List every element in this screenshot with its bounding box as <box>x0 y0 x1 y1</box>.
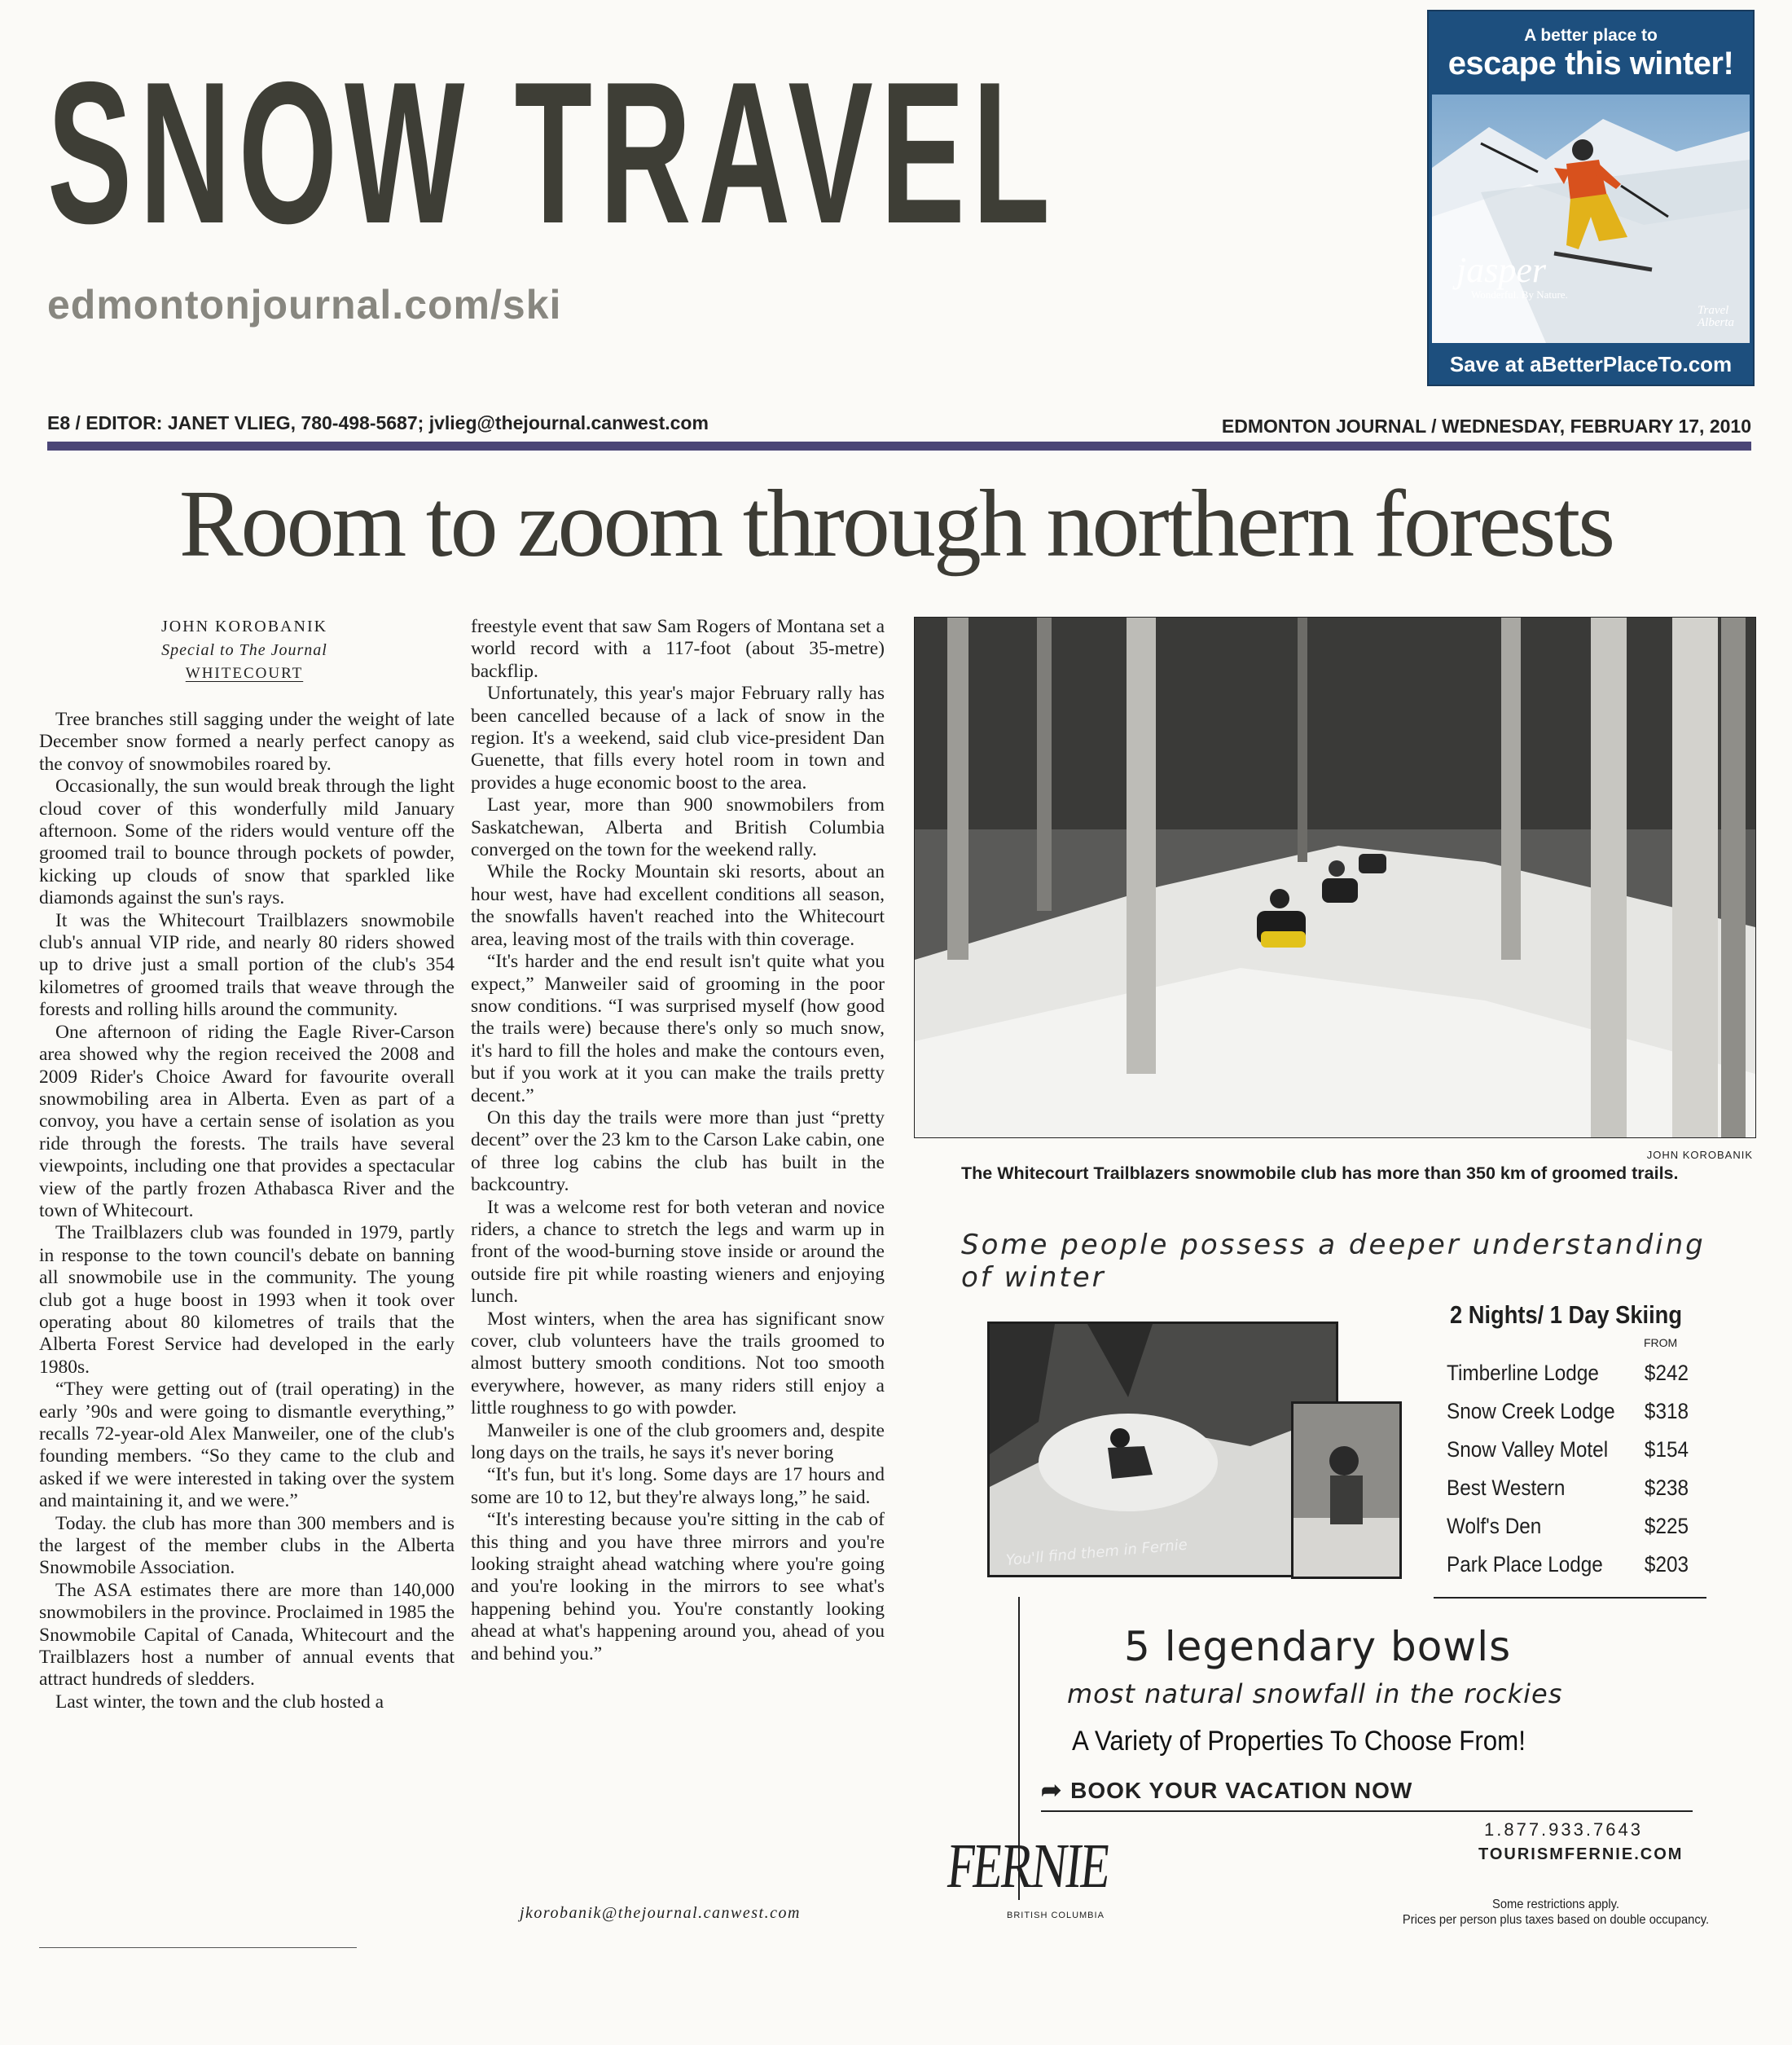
fernie-bowls-headline: 5 legendary bowls <box>1124 1623 1512 1670</box>
fernie-logo: FERNIE <box>943 1831 1113 1902</box>
restrictions-line: Prices per person plus taxes based on double occupancy. <box>1402 1913 1710 1927</box>
paragraph: It was the Whitecourt Trailblazers snowmobile club's annual VIP ride, and nearly 80 riders showed up to drive just a small portion of the club's 354 kilometres of groomed trails that weave through the forests and rolling hills around the community. <box>39 909 455 1021</box>
paragraph: “It's interesting because you're sitting in the cab of this thing and you have three mirrors and you're looking straight ahead watching where you're going and you're looking in the mirrors to see what's happening behind you. You're constantly looking ahead at what's happening around you, ahead of you and behind you.” <box>471 1509 885 1665</box>
jasper-advertisement[interactable] <box>1427 10 1755 386</box>
paragraph: On this day the trails were more than just “pretty decent” over the 23 km to the Carson Lake cabin, one of three log cabins the club has built in the backcountry. <box>471 1106 885 1196</box>
paragraph: Today. the club has more than 300 members and is the largest of the member clubs in the Alberta Snowmobile Association. <box>39 1512 455 1579</box>
ad-cta-link[interactable]: Save at aBetterPlaceTo.com <box>1449 352 1733 376</box>
paragraph: “It's harder and the end result isn't quite what you expect,” Manweiler said of grooming in the poor snow conditions. “I was surprised myself (how good the trails were) because there's only so much snow, it's hard to fill the holes and make the contours even, but if you work at it you can make the trails pretty decent.” <box>471 951 885 1106</box>
photo-credit: JOHN KOROBANIK <box>1646 1149 1753 1161</box>
photo-caption: The Whitecourt Trailblazers snowmobile club has more than 350 km of groomed trails. <box>961 1163 1679 1183</box>
article-end-rule <box>39 1947 357 1948</box>
byline <box>122 618 367 683</box>
section-url[interactable]: edmontonjournal.com/ski <box>47 282 562 328</box>
section-title: SNOW TRAVEL <box>47 39 1057 266</box>
rates-list <box>1447 1354 1691 1584</box>
folio-date-line: EDMONTON JOURNAL / WEDNESDAY, FEBRUARY 17, 2010 <box>1221 416 1751 437</box>
paragraph: Unfortunately, this year's major February rally has been cancelled because of a lack of snow in the region. It's a weekend, said club vice-president Dan Guenette, that fills every hotel room in town and provides a huge economic boost to the area. <box>471 683 885 794</box>
skier-powder-image <box>990 1324 1336 1575</box>
paragraph: “It's fun, but it's long. Some days are 17 hours and some are 10 to 12, but they're always long,” he said. <box>471 1464 885 1508</box>
fernie-inset-photo <box>1291 1401 1402 1579</box>
lodge-price: $238 <box>1644 1475 1689 1500</box>
lodge-name: Snow Valley Motel <box>1447 1437 1609 1462</box>
rate-row <box>1447 1469 1689 1507</box>
arrow-right-icon: ➦ <box>1041 1777 1063 1804</box>
travel-alberta-logo: Travel Alberta <box>1698 304 1734 329</box>
book-vacation-button[interactable] <box>1041 1776 1412 1805</box>
author-email-link[interactable]: jkorobanik@thejournal.canwest.com <box>520 1904 801 1922</box>
fernie-logo-subtitle: BRITISH COLUMBIA <box>1007 1911 1105 1920</box>
fernie-photo-caption: You'll find them in Fernie <box>1005 1536 1188 1569</box>
article-column-2 <box>471 616 885 1903</box>
paragraph: It was a welcome rest for both veteran and novice riders, a chance to stretch the legs and warm up in front of the wood-burning stove inside or around the outside fire pit while roasting wieners and enjoying lunch. <box>471 1196 885 1308</box>
paragraph: “They were getting out of (trail operating) in the early ’90s and were going to dismantle everything,” recalls 72-year-old Alex Manweiler, one of the club's founding members. “So they came to the club and asked if we were interested in taking over the system and maintaining it, and we were.” <box>39 1379 455 1512</box>
fernie-snowfall-line: most natural snowfall in the rockies <box>1067 1678 1563 1709</box>
lodge-price: $225 <box>1644 1514 1689 1538</box>
fernie-ad-tagline: Some people possess a deeper understanding of winter <box>961 1229 1706 1294</box>
paragraph-continued: freestyle event that saw Sam Rogers of Montana set a world record with a 117-foot (about 35-metre) backflip. <box>471 616 885 682</box>
ad-tagline-small: A better place to <box>1524 26 1658 45</box>
paragraph: One afternoon of riding the Eagle River-Carson area showed why the region received the 2008 and 2009 Rider's Choice Award for favourite overall snowmobiling area in Alberta. Even as part of a convoy, you have a certain sense of isolation as you ride through the forests. The trails have several viewpoints, including one that provides a spectacular view of the partly frozen Athabasca River and the town of Whitecourt. <box>39 1021 455 1221</box>
paragraph: The ASA estimates there are more than 140,000 snowmobilers in the province. Proclaimed in 1985 the Snowmobile Capital of Canada, Whitecourt and the Trailblazers host a number of annual events that attract hundreds of sledders. <box>39 1579 455 1691</box>
lodge-name: Snow Creek Lodge <box>1447 1399 1615 1423</box>
fernie-restrictions <box>1383 1897 1728 1928</box>
fernie-variety-line: A Variety of Properties To Choose From! <box>1072 1726 1526 1757</box>
snowmobile-forest-photo <box>914 617 1756 1138</box>
lodge-price: $242 <box>1644 1361 1689 1385</box>
lodge-name: Wolf's Den <box>1447 1514 1542 1538</box>
ad-tagline-large: escape this winter! <box>1447 46 1734 81</box>
rate-row <box>1447 1354 1689 1392</box>
rate-row <box>1447 1392 1689 1431</box>
rates-divider <box>1434 1597 1706 1599</box>
lodge-name: Park Place Lodge <box>1447 1552 1603 1577</box>
paragraph: The Trailblazers club was founded in 1979, partly in response to the town council's debate on banning all snowmobile use in the community. The young club got a huge boost in 1993 when it took over operating about 80 kilometres of trails that the Alberta Forest Service had developed in the early 1980s. <box>39 1222 455 1378</box>
rates-from-label: FROM <box>1644 1336 1678 1349</box>
book-divider <box>1041 1810 1693 1812</box>
rate-row <box>1447 1546 1689 1584</box>
article-column-1 <box>39 709 455 1915</box>
section-divider <box>47 442 1751 451</box>
byline-role: Special to The Journal <box>161 641 327 659</box>
paragraph: Last winter, the town and the club hosted a <box>55 1691 384 1713</box>
lodge-name: Timberline Lodge <box>1447 1361 1599 1385</box>
paragraph: Occasionally, the sun would break through the light cloud cover of this wonderfully mild January afternoon. Some of the riders would venture off the groomed trail to bounce through pockets of powder, kicking up clouds of snow that sparkled like diamonds against the sun's rays. <box>39 776 455 909</box>
jasper-slogan: Wonderful. By Nature. <box>1471 288 1568 301</box>
jasper-logo: jasper <box>1456 250 1546 290</box>
paragraph: Last year, more than 900 snowmobilers from Saskatchewan, Alberta and British Columbia converged on the town for the weekend rally. <box>471 794 885 861</box>
paragraph: Manweiler is one of the club groomers and, despite long days on the trails, he says it's never boring <box>471 1419 885 1464</box>
byline-name: JOHN KOROBANIK <box>160 618 328 635</box>
inset-image <box>1293 1404 1399 1577</box>
lodge-name: Best Western <box>1447 1475 1566 1500</box>
article-headline: Room to zoom through northern forests <box>178 470 1614 577</box>
rate-row <box>1447 1507 1689 1546</box>
paragraph: Most winters, when the area has significant snow cover, club volunteers have the trails groomed to almost buttery smooth conditions. Not too smooth everywhere, however, as many riders still enjoy a little roughness to go with powder. <box>471 1308 885 1419</box>
folio-editor-line: E8 / EDITOR: JANET VLIEG, 780-498-5687; jvlieg@thejournal.canwest.com <box>47 412 709 433</box>
rates-title: 2 Nights/ 1 Day Skiing <box>1450 1300 1683 1329</box>
rate-row <box>1447 1431 1689 1469</box>
dateline: WHITECOURT <box>185 665 304 682</box>
paragraph: While the Rocky Mountain ski resorts, about an hour west, have had excellent conditions all season, the snowfalls haven't reached into the Whitecourt area, leaving most of the trails with thin coverage. <box>471 861 885 950</box>
paragraph: Tree branches still sagging under the weight of late December snow formed a nearly perfect canopy as the convoy of snowmobiles roared by. <box>39 709 455 775</box>
lodge-price: $318 <box>1644 1399 1689 1423</box>
fernie-phone-link[interactable]: 1.877.933.7643 <box>1484 1819 1643 1840</box>
book-vacation-label: BOOK YOUR VACATION NOW <box>1070 1778 1413 1803</box>
lodge-price: $154 <box>1644 1437 1689 1462</box>
snowmobile-icon <box>1359 854 1386 873</box>
photo-image <box>915 618 1755 1137</box>
lodge-price: $203 <box>1644 1552 1689 1577</box>
restrictions-line: Some restrictions apply. <box>1492 1898 1619 1911</box>
fernie-website-link[interactable]: TOURISMFERNIE.COM <box>1478 1845 1684 1863</box>
